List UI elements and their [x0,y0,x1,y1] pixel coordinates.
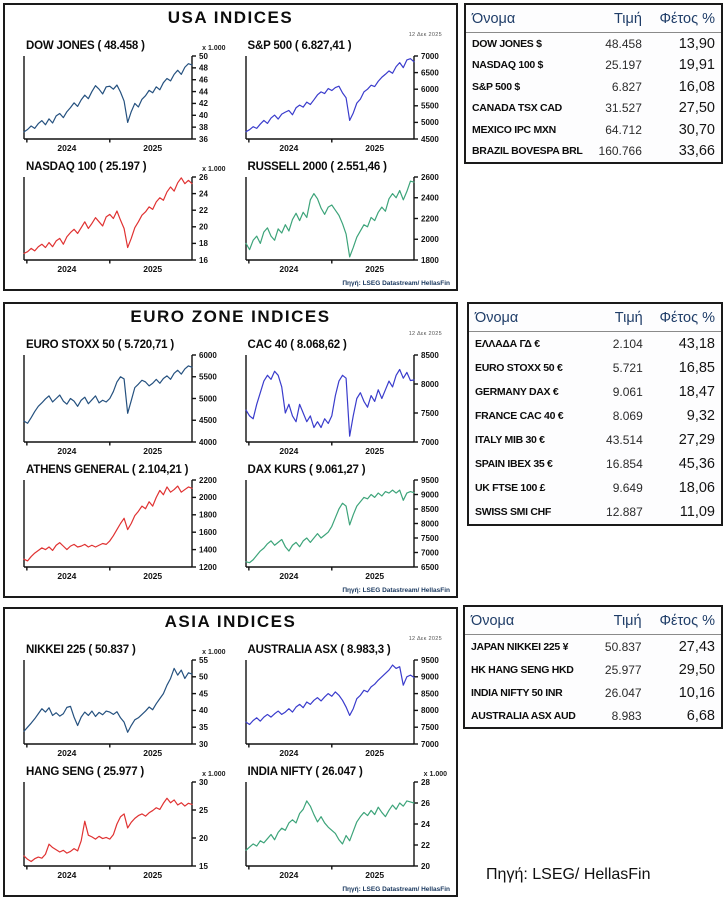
chart-title: EURO STOXX 50 ( 5.720,71 ) [26,339,174,351]
x-tick-label: 2025 [143,571,163,581]
series-line [246,801,414,850]
y-tick-label: 6500 [420,68,439,78]
chart-india-nifty [239,763,455,881]
table-header-row [465,607,721,635]
y-tick-label: 40 [199,111,208,121]
x-tick-label: 2024 [278,571,298,581]
y-tick-label: 9000 [420,490,439,500]
y-tick-label: 5500 [420,101,439,111]
y-tick-label: 1200 [199,562,217,572]
x-tick-label: 2024 [57,264,77,274]
y-tick-label: 1800 [420,255,439,265]
y-tick-label: 2400 [420,193,439,203]
cell-name: BRAZIL BOVESPA BRL [472,145,583,158]
y-tick-label: 8500 [420,504,439,514]
cell-pct: 18,47 [678,384,715,401]
cell-pct: 27,50 [678,100,715,117]
y-tick-label: 30 [199,778,208,787]
y-tick-label: 48 [199,63,208,73]
chart-euro-stoxx-50 [17,336,233,457]
chart-russell-2000 [239,158,455,275]
y-tick-label: 8000 [420,519,439,529]
cell-value: 25.977 [604,662,642,677]
cell-name: ΕΛΛΑΔΑ ΓΔ € [475,338,540,351]
line-chart [17,52,229,154]
line-chart [17,173,229,275]
y-tick-label: 42 [199,99,208,109]
y-tick-label: 5500 [199,372,217,382]
table-row [469,404,721,428]
column-header-price: Τιμή [579,607,648,635]
cell-value: 9.061 [612,385,643,400]
cell-name: SWISS SMI CHF [475,505,552,518]
chart-title: CAC 40 ( 8.068,62 ) [247,339,347,351]
y-tick-label: 7000 [420,548,439,558]
x-tick-label: 2025 [364,446,384,456]
table-row [469,428,721,452]
cell-value: 6.827 [611,79,642,94]
cell-value: 31.527 [605,101,642,116]
line-chart [17,476,229,582]
y-tick-label: 22 [199,206,208,215]
cell-pct: 18,06 [678,479,715,496]
y-tick-label: 7000 [420,437,439,447]
line-chart [17,351,229,457]
cell-name: EURO STOXX 50 € [475,362,563,375]
cell-pct: 19,91 [678,57,715,74]
x-tick-label: 2025 [143,748,163,758]
series-line [24,486,192,561]
table-row [465,635,721,659]
x-tick-label: 2024 [278,446,298,456]
series-line [24,178,192,254]
asia-indices-panel [3,607,458,897]
x-tick-label: 2024 [278,264,298,274]
chart-title: ATHENS GENERAL ( 2.104,21 ) [26,464,189,476]
y-tick-label: 4500 [199,416,217,426]
x-tick-label: 2024 [278,748,298,758]
y-tick-label: 25 [199,805,208,815]
source-attribution: Πηγή: LSEG Datastream/ HellasFin [342,886,450,893]
chart-unit-label: x 1.000 [202,649,226,656]
chart-title: NASDAQ 100 ( 25.197 ) [26,161,147,173]
y-tick-label: 4500 [420,134,439,144]
y-tick-label: 24 [199,189,208,199]
chart-dow-jones [17,37,233,154]
table-row [466,98,721,119]
y-tick-label: 7500 [420,723,439,732]
panel-title-asia: ASIA INDICES [164,612,297,631]
y-tick-label: 24 [420,819,430,829]
y-tick-label: 2600 [420,173,439,182]
cell-name: JAPAN NIKKEI 225 ¥ [471,640,569,653]
cell-pct: 30,70 [678,121,715,138]
series-line [24,64,192,132]
y-tick-label: 44 [199,87,208,97]
chart-athens-general [17,461,233,582]
y-tick-label: 8000 [420,706,439,716]
chart-title: S&P 500 ( 6.827,41 ) [247,40,352,52]
chart-sp500 [239,37,455,154]
cell-name: FRANCE CAC 40 € [475,410,564,423]
cell-name: HK HANG SENG HKD [471,663,574,676]
usa-indices-table [464,3,723,164]
y-tick-label: 28 [420,778,430,787]
cell-name: GERMANY DAX € [475,386,559,399]
source-attribution: Πηγή: LSEG Datastream/ HellasFin [342,280,450,287]
table-row [466,76,721,97]
euro-charts-grid [5,327,456,582]
x-tick-label: 2025 [364,264,384,274]
y-tick-label: 4000 [199,437,217,447]
table-row [469,452,721,476]
y-tick-label: 20 [199,833,208,843]
cell-pct: 16,08 [678,78,715,95]
y-tick-label: 8000 [420,379,439,389]
table-row [466,119,721,140]
table-row [465,704,721,727]
cell-pct: 13,90 [678,35,715,52]
column-header-name: Όνομα [466,5,579,33]
cell-name: CANADA TSX CAD [472,102,562,115]
asia-indices-table [463,605,723,729]
cell-value: 5.721 [612,361,643,376]
cell-pct: 11,09 [679,503,715,520]
y-tick-label: 5000 [420,118,439,128]
cell-value: 43.514 [606,433,643,448]
euro-zone-indices-panel [3,302,458,598]
x-tick-label: 2025 [364,571,384,581]
date-stamp: 12 Δεκ 2025 [408,636,442,642]
table-row [469,476,721,500]
usa-indices-panel [3,3,458,291]
panel-title-euro: EURO ZONE INDICES [130,307,331,326]
table-row [469,380,721,404]
chart-unit-label: x 1.000 [423,771,447,778]
y-tick-label: 55 [199,656,208,665]
cell-value: 50.837 [604,639,642,654]
cell-pct: 43,18 [678,336,715,353]
panel-title-usa: USA INDICES [167,8,294,27]
cell-pct: 6,68 [686,707,715,724]
cell-value: 9.649 [612,480,643,495]
cell-name: NASDAQ 100 $ [472,59,544,72]
y-tick-label: 8500 [420,689,439,699]
y-tick-label: 9000 [420,672,439,682]
y-tick-label: 26 [199,173,208,182]
x-tick-label: 2025 [143,264,163,274]
y-tick-label: 1400 [199,545,217,555]
line-chart [17,778,229,881]
chart-unit-label: x 1.000 [202,166,226,173]
series-line [24,798,192,861]
x-tick-label: 2024 [57,143,77,153]
x-tick-label: 2025 [364,143,384,153]
cell-value: 12.887 [606,504,643,519]
table-row [466,55,721,76]
cell-name: S&P 500 $ [472,80,520,93]
cell-pct: 27,29 [678,432,715,449]
y-tick-label: 2000 [420,235,439,245]
y-tick-label: 2200 [420,214,439,224]
line-chart [239,778,451,881]
y-tick-label: 50 [199,52,208,61]
chart-title: HANG SENG ( 25.977 ) [26,766,145,778]
chart-unit-label: x 1.000 [202,771,226,778]
y-tick-label: 6000 [420,85,439,94]
column-header-ytd: Φέτος % [648,5,721,33]
cell-pct: 9,32 [686,408,715,425]
series-line [246,665,414,724]
line-chart [17,656,229,759]
cell-name: ITALY MIB 30 € [475,434,545,447]
euro-zone-indices-table [467,302,723,526]
y-tick-label: 6500 [420,562,439,572]
column-header-price: Τιμή [579,5,648,33]
y-tick-label: 9500 [420,656,439,665]
chart-nikkei-225 [17,641,233,759]
series-line [24,668,192,732]
source-attribution: Πηγή: LSEG Datastream/ HellasFin [342,587,450,594]
cell-name: SPAIN IBEX 35 € [475,458,553,470]
chart-title: RUSSELL 2000 ( 2.551,46 ) [247,161,387,173]
y-tick-label: 5000 [199,394,217,404]
cell-name: DOW JONES $ [472,37,542,50]
series-line [24,366,192,423]
y-tick-label: 1600 [199,528,217,537]
y-tick-label: 8500 [420,351,439,360]
line-chart [239,351,451,457]
line-chart [239,52,451,154]
line-chart [239,476,451,582]
table-row [466,140,721,162]
date-stamp: 12 Δεκ 2025 [408,331,442,337]
chart-title: AUSTRALIA ASX ( 8.983,3 ) [247,644,391,656]
chart-unit-label: x 1.000 [202,45,226,52]
cell-pct: 45,36 [678,456,715,472]
cell-name: UK FTSE 100 £ [475,481,546,494]
chart-title: NIKKEI 225 ( 50.837 ) [26,644,136,656]
table-row [469,356,721,380]
y-tick-label: 16 [199,255,208,265]
x-tick-label: 2025 [143,446,163,456]
cell-value: 8.069 [612,409,643,424]
chart-cac-40 [239,336,455,457]
y-tick-label: 7000 [420,739,439,749]
x-tick-label: 2024 [57,870,77,880]
table-row [465,681,721,704]
y-tick-label: 15 [199,861,208,871]
cell-name: MEXICO IPC MXN [472,123,556,136]
series-line [246,370,414,437]
y-tick-label: 2200 [199,476,217,485]
cell-name: INDIA NIFTY 50 INR [471,686,563,699]
table-row [469,500,721,524]
cell-value: 160.766 [598,144,642,159]
chart-dax-kurs [239,461,455,582]
y-tick-label: 22 [420,840,430,850]
y-tick-label: 2000 [199,493,217,503]
date-stamp: 12 Δεκ 2025 [408,32,442,38]
y-tick-label: 9500 [420,476,439,485]
usa-charts-grid [5,28,456,275]
y-tick-label: 45 [199,689,208,699]
cell-value: 25.197 [605,58,642,73]
x-tick-label: 2024 [278,143,298,153]
column-header-price: Τιμή [581,304,649,332]
y-tick-label: 7500 [420,533,439,543]
x-tick-label: 2025 [143,143,163,153]
y-tick-label: 26 [420,798,430,808]
y-tick-label: 35 [199,723,208,732]
y-tick-label: 18 [199,239,208,249]
y-tick-label: 38 [199,122,208,132]
line-chart [239,656,451,759]
column-header-name: Όνομα [465,607,579,635]
series-line [246,490,414,563]
y-tick-label: 7500 [420,408,439,418]
cell-value: 8.983 [611,708,642,723]
table-row [465,658,721,681]
table-row [466,33,721,55]
x-tick-label: 2025 [364,870,384,880]
x-tick-label: 2025 [143,870,163,880]
y-tick-label: 6000 [199,351,217,360]
column-header-ytd: Φέτος % [648,607,721,635]
cell-value: 48.458 [605,36,642,51]
table-row [469,332,721,357]
cell-pct: 10,16 [678,684,715,701]
cell-pct: 27,43 [678,638,715,655]
y-tick-label: 20 [420,861,430,871]
cell-value: 16.854 [606,457,643,471]
y-tick-label: 7000 [420,52,439,61]
x-tick-label: 2024 [57,446,77,456]
cell-pct: 29,50 [678,661,715,678]
y-tick-label: 20 [199,222,208,232]
cell-name: AUSTRALIA ASX AUD [471,709,576,722]
x-tick-label: 2024 [278,870,298,880]
column-header-ytd: Φέτος % [649,304,721,332]
table-header-row [469,304,721,332]
series-line [246,181,414,257]
x-tick-label: 2025 [364,748,384,758]
cell-value: 2.104 [612,337,643,352]
cell-pct: 33,66 [678,143,715,160]
y-tick-label: 30 [199,739,208,749]
cell-pct: 16,85 [678,360,715,377]
column-header-name: Όνομα [469,304,581,332]
y-tick-label: 46 [199,75,208,85]
x-tick-label: 2024 [57,748,77,758]
line-chart [239,173,451,275]
y-tick-label: 1800 [199,510,217,520]
chart-title: INDIA NIFTY ( 26.047 ) [247,766,363,778]
chart-title: DOW JONES ( 48.458 ) [26,40,145,52]
y-tick-label: 40 [199,706,208,716]
chart-australia-asx [239,641,455,759]
asia-charts-grid [5,632,456,881]
y-tick-label: 36 [199,134,208,144]
chart-hang-seng [17,763,233,881]
chart-title: DAX KURS ( 9.061,27 ) [247,464,366,476]
table-header-row [466,5,721,33]
cell-value: 26.047 [604,685,642,700]
chart-nasdaq-100 [17,158,233,275]
cell-value: 64.712 [605,122,642,137]
y-tick-label: 50 [199,672,208,682]
series-line [246,59,414,132]
page-source-attribution: Πηγή: LSEG/ HellasFin [486,866,651,883]
x-tick-label: 2024 [57,571,77,581]
